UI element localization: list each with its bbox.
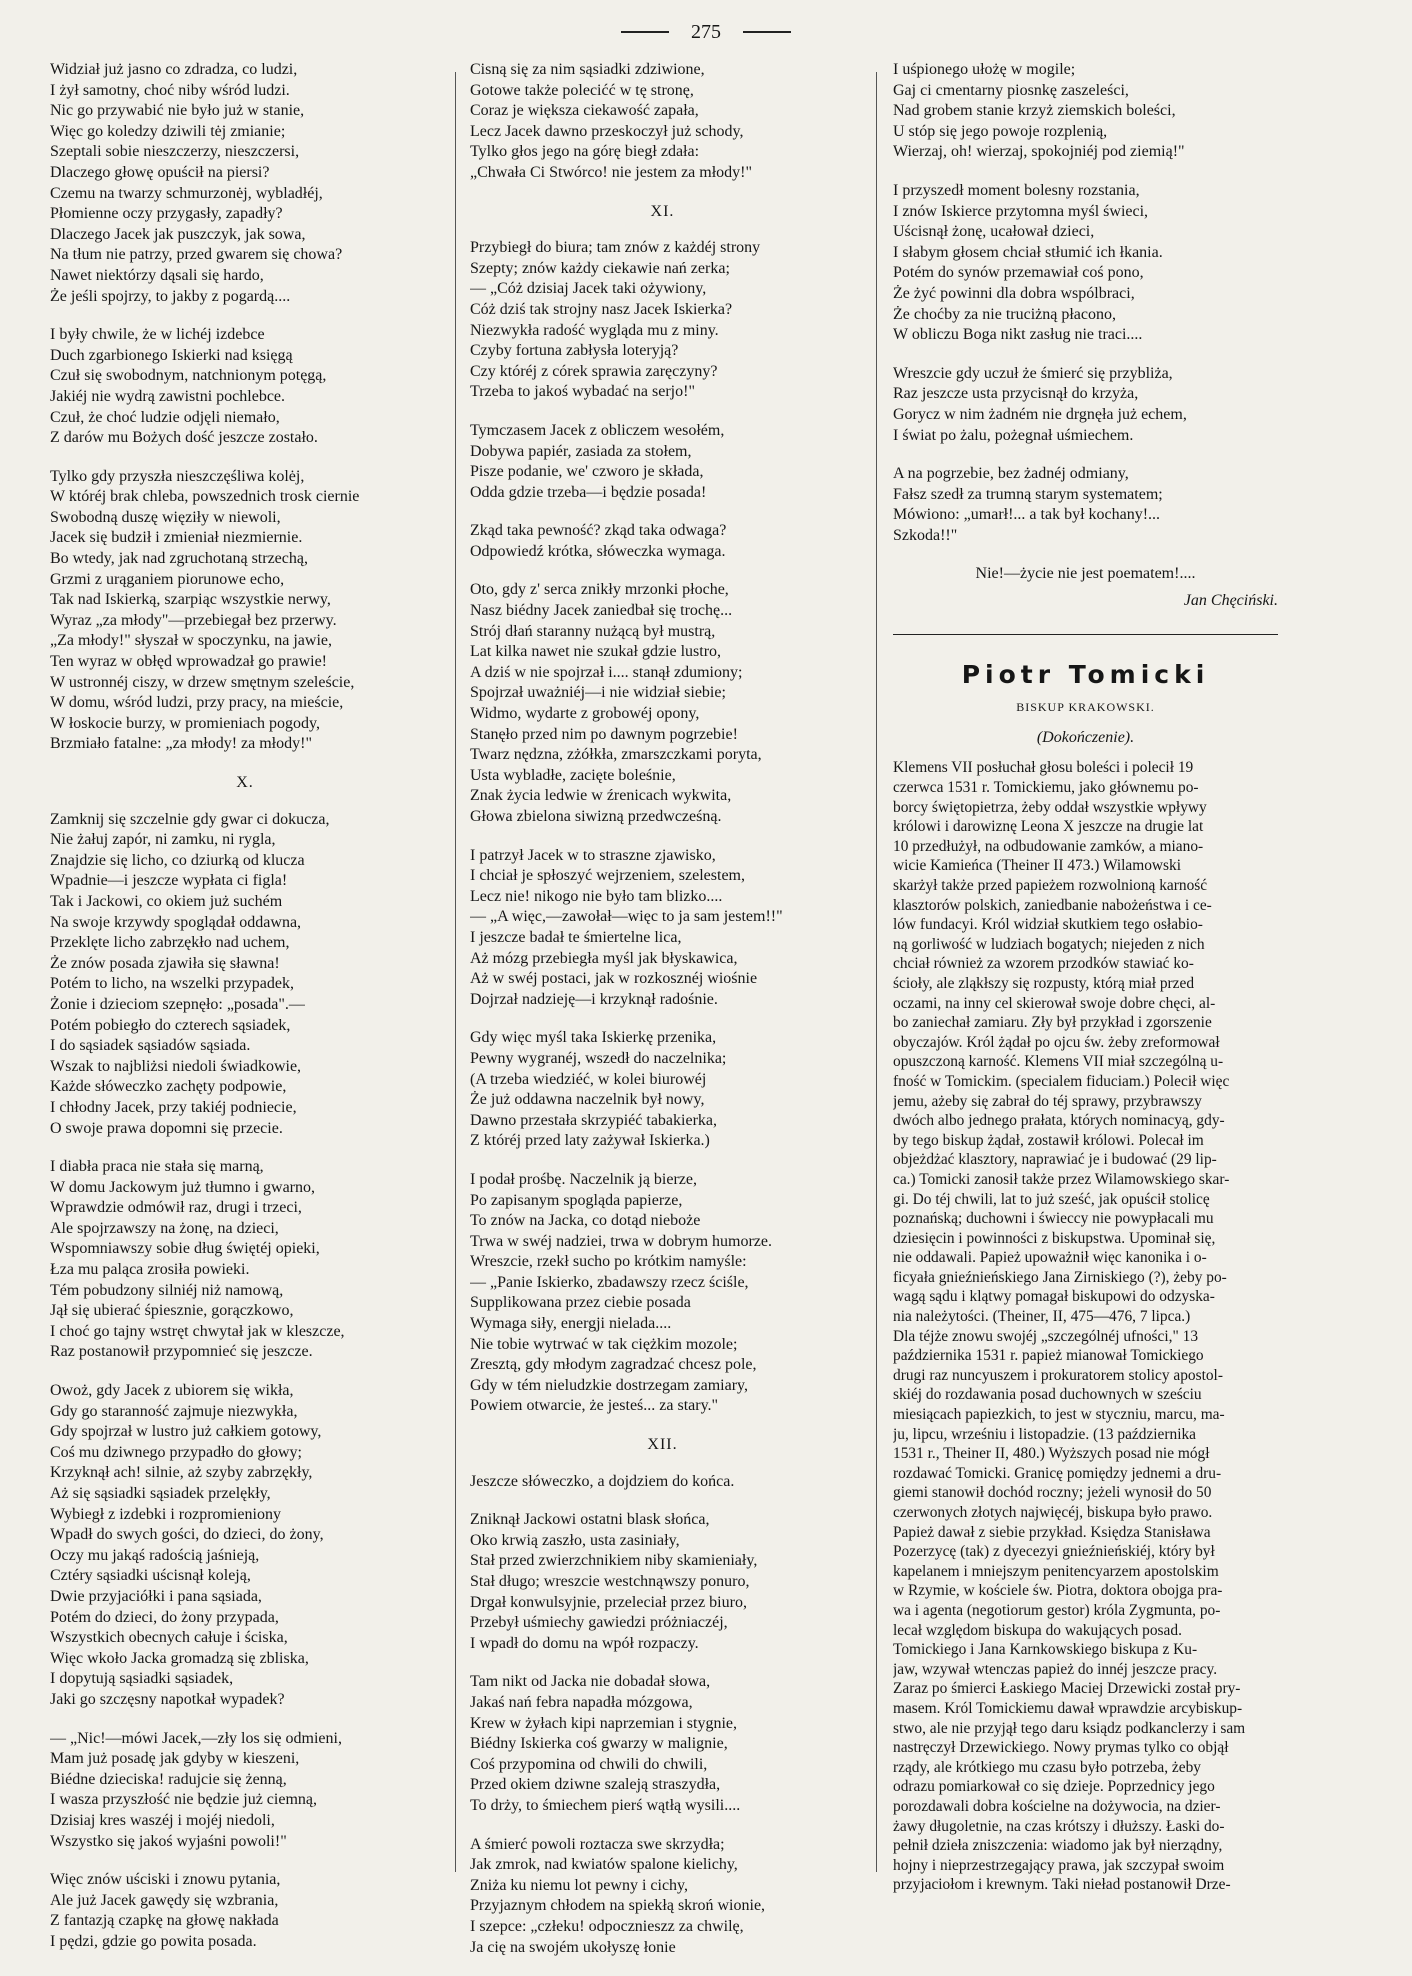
verse-line: Ale spojrzawszy na żonę, na dzieci, xyxy=(50,1219,279,1237)
article-subtitle: BISKUP KRAKOWSKI. xyxy=(1016,700,1155,715)
verse-line: Zkąd taka pewność? zkąd taka odwaga? xyxy=(470,522,727,540)
verse-line: Szepty; znów każdy ciekawie nań zerka; xyxy=(470,259,730,277)
verse-line: Strój dłań staranny nużącą był mustrą, xyxy=(470,622,716,640)
verse-line: I chciał je spłoszyć wejrzeniem, szelestem, xyxy=(470,867,745,885)
article-line: oczami, na inny cel skierował swoje dobre chęci, al- xyxy=(893,994,1216,1012)
article-line: miesiącach papiezkich, to jest w styczniu, marcu, ma- xyxy=(893,1406,1225,1424)
article-line: opuszczoną karność. Klemens VII miał szczególną u- xyxy=(893,1053,1224,1071)
verse-line: Jeszcze słóweczko, a dojdziem do końca. xyxy=(470,1472,735,1490)
article-line: skarżył także przed papieżem rozwolnioną karność xyxy=(893,877,1208,894)
verse-line: Nie tobie wytrwać w tak ciężkim mozole; xyxy=(470,1335,738,1353)
verse-line: O swoje prawa dopomni się przecie. xyxy=(50,1119,283,1137)
article-line: klasztorów polskich, zaniedbanie nabożeństwa i ce- xyxy=(893,896,1212,914)
stanza xyxy=(470,1170,855,1417)
verse-line: Wszystkich obecnych całuje i ściska, xyxy=(50,1629,288,1647)
verse-line: Drgał konwulsyjnie, przeleciał przez biuro, xyxy=(470,1593,747,1611)
verse-line: Bo wtedy, jak nad zgruchotaną strzechą, xyxy=(50,550,308,568)
verse-line: Czemu na twarzy schmurzonėj, wybladłéj, xyxy=(50,184,323,202)
stanza xyxy=(470,580,855,827)
verse-line: Zresztą, gdy młodym zagradzać chcesz pole, xyxy=(470,1356,757,1374)
article-line: drugi raz nuncyuszem i prokuratorem stolicy apostol- xyxy=(893,1366,1223,1384)
verse-line: „Chwała Ci Stwórco! nie jestem za młody!" xyxy=(470,163,753,181)
verse-line: Zniknął Jackowi ostatni blask słońca, xyxy=(470,1511,710,1529)
verse-line: Dlaczego Jacek jak puszczyk, jak sowa, xyxy=(50,225,306,243)
stanza xyxy=(470,846,855,1011)
verse-line: I uśpionego ułożę w mogile; xyxy=(893,61,1076,78)
section-number-x: X. xyxy=(236,774,254,791)
verse-line: Gorycz w nim żadném nie drgnęła już echem, xyxy=(893,405,1187,423)
verse-line: Jął się ubierać śpiesznie, gorączkowo, xyxy=(50,1302,294,1320)
verse-line: I podał prośbę. Naczelnik ją bierze, xyxy=(470,1170,698,1188)
verse-line: Łza mu paląca zrosiła powieki. xyxy=(50,1261,250,1279)
article-line: gi. Do téj chwili, lat to już sześć, jak opuścił stolicę xyxy=(893,1190,1210,1208)
header-dash-right xyxy=(743,31,791,33)
verse-line: Dawno przestała skrzypiéć tabakierka, xyxy=(470,1111,717,1129)
article-line: hojny i nieprzestrzegający prawa, jak szczypał swoim xyxy=(893,1856,1225,1874)
poem-part-x-cont xyxy=(470,60,855,184)
verse-line: Stał długo; wreszcie westchnąwszy ponuro, xyxy=(470,1573,750,1590)
verse-line: Jaki go szczęsny napotkał wypadek? xyxy=(50,1690,285,1708)
poem-closing-line: Nie!—życie nie jest poematem!.... xyxy=(975,565,1196,583)
article-line: ficyała gnieźnieńskiego Jana Zirniskiego (?), żeby po- xyxy=(893,1268,1227,1286)
article-line: stwo, ale nie przyjął tego daru ksiądz podkanclerzy i sam xyxy=(893,1719,1246,1737)
stanza xyxy=(470,421,855,503)
verse-line: Jacek się budził i zmieniał niezmiernie. xyxy=(50,529,303,547)
verse-line: I świat po żalu, pożegnał uśmiechem. xyxy=(893,426,1134,444)
stanza xyxy=(50,1870,440,1952)
verse-line: Wierzaj, oh! wierzaj, spokojniéj pod ziemią!" xyxy=(893,143,1185,161)
verse-line: Gdy go staranność zajmuje niezwykła, xyxy=(50,1402,298,1420)
verse-line: To drży, to śmiechem pierś wątłą wysili.... xyxy=(470,1796,741,1814)
column-right xyxy=(893,60,1278,1895)
verse-line: Ale już Jacek gawędy się wzbrania, xyxy=(50,1891,279,1909)
verse-line: I wpadł do domu na wpół rozpaczy. xyxy=(470,1634,699,1652)
verse-line: Pisze podanie, we' czworo je składa, xyxy=(470,463,704,481)
verse-line: Lecz nie! nikogo nie było tam blizko.... xyxy=(470,887,723,905)
article-line: czerwonych złotych najwięcéj, biskupa było prawo. xyxy=(893,1504,1213,1521)
article-line: nia należytości. (Theiner, II, 475—476, 7 lipca.) xyxy=(893,1308,1191,1326)
verse-line: Więc znów uściski i znowu pytania, xyxy=(50,1871,281,1889)
article-line: Papież dawał z siebie przykład. Księdza Stanisława xyxy=(893,1523,1211,1541)
article-line: w Rzymie, w kościele św. Piotra, doktora obojga pra- xyxy=(893,1582,1223,1600)
article-line: kapelanem i mniejszym penitencyarzem apostolskim xyxy=(893,1562,1219,1580)
stanza xyxy=(50,1381,440,1711)
verse-line: Aż w swéj postaci, jak w rozkosznéj wiośnie xyxy=(470,970,758,988)
article-line: ca.) Tomicki zanosił także przez Wilamowskiego skar- xyxy=(893,1170,1230,1188)
verse-line: Zniża ku niemu lot pewny i cichy, xyxy=(470,1876,689,1894)
verse-line: U stóp się jego powoje rozplenią, xyxy=(893,122,1108,140)
verse-line: Wyraz „za młody"—przebiegał bez przerwy. xyxy=(50,611,337,629)
article-line: wa i agenta (negotiorum gestor) króla Zygmunta, po- xyxy=(893,1601,1221,1619)
article-line: dwóch albo jednego prałata, których nominacyą, gdy- xyxy=(893,1112,1225,1130)
verse-line: Supplikowana przez ciebie posada xyxy=(470,1294,691,1312)
verse-line: Pewny wygranéj, wszedł do naczelnika; xyxy=(470,1049,727,1067)
verse-line: „Za młody!" słyszał w spoczynku, na jawie, xyxy=(50,632,333,650)
verse-line: Szkoda!!" xyxy=(893,526,958,544)
stanza xyxy=(470,1672,855,1816)
verse-line: I choć go tajny wstręt chwytał jak w kleszcze, xyxy=(50,1322,345,1340)
verse-line: Cisną się za nim sąsiadki zdziwione, xyxy=(470,61,705,78)
verse-line: Powiem otwarcie, że jesteś... za stary." xyxy=(470,1397,719,1415)
verse-line: Po zapisanym spogląda papierze, xyxy=(470,1191,683,1209)
verse-line: Nasz biédny Jacek zaniedbał się trochę... xyxy=(470,602,733,620)
article-line: dziesięcin i powinności z biskupstwa. Upominał się, xyxy=(893,1229,1216,1247)
verse-line: Dwie przyjaciółki i pana sąsiada, xyxy=(50,1587,262,1605)
verse-line: Stanęło przed nim po dawnym pogrzebie! xyxy=(470,725,738,743)
verse-line: Krew w żyłach kipi naprzemian i stygnie, xyxy=(470,1714,738,1732)
verse-line: Lat kilka nawet nie szukał gdzie lustro, xyxy=(470,643,722,661)
verse-line: Tymczasem Jacek z obliczem wesołém, xyxy=(470,421,725,439)
stanza xyxy=(50,810,440,1140)
verse-line: Biédne dzieciska! radujcie się żenną, xyxy=(50,1770,287,1788)
article-line: królowi i darowiznę Leona X jeszcze na drugie lat xyxy=(893,818,1204,836)
verse-line: I wasza przyszłość nie będzie już ciemną, xyxy=(50,1791,317,1809)
verse-line: I patrzył Jacek w to straszne zjawisko, xyxy=(470,846,716,864)
verse-line: Gdy więc myśl taka Iskierkę przenika, xyxy=(470,1029,717,1047)
verse-line: Dobywa papiér, zasiada za stołem, xyxy=(470,442,692,460)
verse-line: Gdy w tém nieludzkie dostrzegam zamiary, xyxy=(470,1376,748,1394)
verse-line: I były chwile, że w lichéj izdebce xyxy=(50,326,265,344)
section-rule xyxy=(893,634,1278,635)
poem-part-xi xyxy=(470,238,855,1417)
verse-line: Krzyknął ach! silnie, aż szyby zabrzękły, xyxy=(50,1464,313,1482)
verse-line: Twarz nędzna, zżółkła, zmarszczkami poryta, xyxy=(470,746,762,764)
article-line: rozdawać Tomicki. Granicę pomiędzy jednemi a dru- xyxy=(893,1464,1222,1482)
verse-line: I pędzi, gdzie go powita posada. xyxy=(50,1932,257,1950)
stanza xyxy=(893,464,1278,546)
verse-line: W któréj brak chleba, powszednich trosk ciernie xyxy=(50,488,360,506)
verse-line: Nic go przywabić nie było już w stanie, xyxy=(50,102,305,120)
article-line: ścioły, ale zląkłszy się rozpusty, którą miał przed xyxy=(893,974,1195,992)
verse-line: Na tłum nie patrzy, przed gwarem się chowa? xyxy=(50,246,343,264)
verse-line: Nie żałuj zapór, ni zamku, ni rygla, xyxy=(50,831,276,849)
page-number: 275 xyxy=(691,20,721,43)
stanza xyxy=(470,238,855,403)
verse-line: Wprawdzie odmówił raz, drugi i trzeci, xyxy=(50,1199,302,1217)
verse-line: Na swoje krzywdy spoglądał oddawna, xyxy=(50,913,302,931)
verse-line: Swobodną duszę więziły w niewoli, xyxy=(50,508,281,526)
verse-line: Czyby fortuna zabłysła loteryją? xyxy=(470,342,679,360)
verse-line: Coraz je większa ciekawość zapała, xyxy=(470,102,699,120)
verse-line: Każde słóweczko zachęty podpowie, xyxy=(50,1078,287,1096)
verse-line: Czuł się swobodnym, natchnionym potęgą, xyxy=(50,367,327,385)
article-line: Dla téjże znowu swojéj „szczególnéj ufności," 13 xyxy=(893,1327,1199,1345)
verse-line: Tam nikt od Jacka nie dobadał słowa, xyxy=(470,1673,711,1691)
verse-line: Fałsz szedł za trumną starym systematem; xyxy=(893,485,1163,503)
verse-line: Wszystko się jakoś wyjaśni powoli!" xyxy=(50,1832,287,1850)
verse-line: Raz postanowił przypomnieć się jeszcze. xyxy=(50,1343,313,1361)
article-line: przyjaciołom i krewnym. Taki nieład postanowił Drze- xyxy=(893,1876,1231,1894)
verse-line: I chłodny Jacek, przy takiéj podniecie, xyxy=(50,1098,297,1116)
stanza xyxy=(50,60,440,307)
article-line: obyczajów. Król żądał po ojcu św. żeby zreformował xyxy=(893,1033,1220,1051)
verse-line: Dlaczego głowę opuścił na piersi? xyxy=(50,163,270,181)
verse-line: Oczy mu jakąś radością jaśnieją, xyxy=(50,1546,260,1564)
article-line: borcy świętopietrza, żeby oddał wszystkie wpływy xyxy=(893,798,1207,816)
verse-line: Czy któréj z córek sprawia zaręczyny? xyxy=(470,362,718,380)
verse-line: Że jeśli spojrzy, to jakby z pogardą.... xyxy=(50,287,291,305)
verse-line: Żonie i dzieciom szepnęło: „posada".— xyxy=(50,995,305,1013)
article-line: Klemens VII posłuchał głosu boleści i polecił 19 xyxy=(893,759,1194,777)
article-line: 1531 r., Theiner II, 480.) Wyższych posad nie mógł xyxy=(893,1445,1210,1463)
article-line: ną gorliwość w ludziach bogatych; niejeden z nich xyxy=(893,935,1205,953)
verse-line: Niezwykła radość wygląda mu z miny. xyxy=(470,321,719,339)
article-line: by tego biskup żądał, zostawił królowi. Polecał im xyxy=(893,1131,1204,1149)
stanza xyxy=(470,1028,855,1152)
article-title: Piotr Tomicki xyxy=(961,659,1210,689)
verse-line: Aż się sąsiadki sąsiadek przelękły, xyxy=(50,1485,271,1502)
verse-line: Z fantazją czapkę na głowę nakłada xyxy=(50,1912,279,1930)
verse-line: — „A więc,—zawołał—więc to ja sam jestem!!" xyxy=(470,908,783,926)
verse-line: Wpadł do swych gości, do dzieci, do żony, xyxy=(50,1526,324,1544)
article-continuation-note: (Dokończenie). xyxy=(1036,728,1135,746)
stanza xyxy=(50,1729,440,1853)
verse-line: Duch zgarbionego Iskierki nad księgą xyxy=(50,346,293,364)
verse-line: Wspomniawszy sobie dług świętéj opieki, xyxy=(50,1240,320,1258)
stanza xyxy=(470,521,855,562)
stanza xyxy=(893,364,1278,446)
verse-line: I żył samotny, choć niby wśród ludzi. xyxy=(50,81,290,99)
article-line: wicie Kamieńca (Theiner II 473.) Wilamowski xyxy=(893,857,1181,875)
verse-line: To znów na Jacka, co dotąd nieboże xyxy=(470,1212,701,1230)
verse-line: Jakiéj nie wydrą zawistni pochlebce. xyxy=(50,387,286,405)
verse-line: Cóż dziś tak strojny nasz Jacek Iskierka? xyxy=(470,300,733,318)
verse-line: I jeszcze badał te śmiertelne lica, xyxy=(470,928,682,946)
verse-line: Oko krwią zaszło, usta zasiniały, xyxy=(470,1531,680,1549)
article-line: wagą sądu i klątwy pomagał biskupowi do odzyska- xyxy=(893,1288,1215,1306)
verse-line: I znów Iskierce przytomna myśl świeci, xyxy=(893,202,1149,220)
article-line: października 1531 r. papież mianował Tomickiego xyxy=(893,1347,1204,1365)
verse-line: W łoskocie burzy, w promieniach pogody, xyxy=(50,714,321,732)
verse-line: Gaj ci cmentarny piosnkę zaszeleści, xyxy=(893,81,1129,99)
verse-line: Mówiono: „umarł!... a tak był kochany!... xyxy=(893,506,1161,524)
verse-line: Dzisiaj kres waszéj i mojéj niedoli, xyxy=(50,1811,275,1829)
verse-line: W obliczu Boga nikt zasług nie traci.... xyxy=(893,326,1143,344)
column-divider-1 xyxy=(455,72,456,1872)
verse-line: Widział już jasno co zdradza, co ludzi, xyxy=(50,61,298,78)
verse-line: Ja cię na swojém ukołyszę łonie xyxy=(470,1938,676,1956)
header-dash-left xyxy=(621,31,669,33)
verse-line: Brzmiało fatalne: „za młody! za młody!" xyxy=(50,735,312,753)
article-line: giemi stanowił dochód roczny; jeżeli wynosił do 50 xyxy=(893,1484,1212,1502)
verse-line: Wybiegł z izdebki i rozpromieniony xyxy=(50,1505,281,1523)
verse-line: Lecz Jacek dawno przeskoczył już schody, xyxy=(470,122,744,140)
verse-line: I szepce: „człeku! odpocznieszz za chwilę, xyxy=(470,1917,744,1935)
verse-line: Jak zmrok, nad kwiatów spalone kielichy, xyxy=(470,1856,738,1874)
verse-line: Coś przypomina od chwili do chwili, xyxy=(470,1755,708,1773)
verse-line: I diabła praca nie stała się marną, xyxy=(50,1158,264,1176)
article-line: ju, lipcu, wrześniu i listopadzie. (13 października xyxy=(893,1425,1197,1443)
stanza xyxy=(50,1157,440,1363)
verse-line: Tylko gdy przyszła nieszczęśliwa kolėj, xyxy=(50,467,305,485)
article-line: odrazu pomiarkował co się dzieje. Poprzednicy jego xyxy=(893,1778,1215,1796)
article-line: lecał względom biskupa do wakujących posad. xyxy=(893,1621,1182,1639)
verse-line: Że już oddawna naczelnik był nowy, xyxy=(470,1091,705,1109)
verse-line: Wszak to najbliżsi niedoli świadkowie, xyxy=(50,1057,302,1075)
article-line: skiéj do rozdawania posad duchownych w sześciu xyxy=(893,1386,1202,1404)
verse-line: Gotowe także polecićć w tę stronę, xyxy=(470,81,694,99)
stanza xyxy=(50,325,440,449)
article-line: nastręczył Drzewickiego. Nowy prymas tylko co objął xyxy=(893,1739,1229,1757)
verse-line: Przybiegł do biura; tam znów z każdéj strony xyxy=(470,239,761,257)
article-line: Tomickiego i Jana Karnkowskiego biskupa z Ku- xyxy=(893,1641,1198,1659)
verse-line: Wymaga siły, energji nielada.... xyxy=(470,1315,672,1333)
article-line: objeżdżać klasztory, naprawiać je i budować (29 lip- xyxy=(893,1151,1217,1169)
verse-line: Spojrzał uważniéj—i nie widział siebie; xyxy=(470,684,726,702)
page-header xyxy=(0,14,1412,50)
verse-line: Stał przed zwierzchnikiem niby skamieniały, xyxy=(470,1552,758,1570)
verse-line: Że żyć powinni dla dobra wspólbraci, xyxy=(893,284,1135,302)
poem-part-x xyxy=(50,810,440,1953)
verse-line: Uścisnął żonę, ucałował dzieci, xyxy=(893,223,1095,241)
verse-line: Odpowiedź krótka, słóweczka wymaga. xyxy=(470,542,726,560)
column-left xyxy=(50,60,440,1970)
poem-part-ix xyxy=(50,60,440,755)
verse-line: Coś mu dziwnego przypadło do głowy; xyxy=(50,1443,302,1461)
verse-line: Ten wyraz w obłęd wprowadzał go prawie! xyxy=(50,653,327,671)
verse-line: Wpadnie—i jeszcze wypłata ci figla! xyxy=(50,872,288,890)
article-line: Zaraz po śmierci Łaskiego Maciej Drzewicki został pry- xyxy=(893,1680,1241,1698)
verse-line: Przebył uśmiechy gawiedzi próżniaczéj, xyxy=(470,1614,728,1632)
verse-line: Cztéry sąsiadki uścisnął koleją, xyxy=(50,1567,251,1585)
verse-line: Że znów posada zjawiła się sławna! xyxy=(50,954,280,972)
verse-line: Głowa zbielona siwizną przedwcześną. xyxy=(470,808,722,825)
stanza xyxy=(470,1510,855,1654)
verse-line: Znajdzie się licho, co dziurką od klucza xyxy=(50,851,305,869)
verse-line: Potém do dzieci, do żony przypada, xyxy=(50,1608,279,1626)
verse-line: Tém pobudzony silniéj niż namową, xyxy=(50,1281,284,1299)
verse-line: A na pogrzebie, bez żadnéj odmiany, xyxy=(893,465,1129,483)
verse-line: Trzeba to jakoś wybadać na serjo!" xyxy=(470,383,695,401)
verse-line: Aż mózg przebiegła myśl jak błyskawica, xyxy=(470,949,738,967)
article-line: 10 przedłużył, na odbudowanie zamków, a miano- xyxy=(893,837,1204,855)
verse-line: Nawet niektórzy dąsali się hardo, xyxy=(50,266,264,284)
verse-line: Grzmi z urąganiem piorunowe echo, xyxy=(50,570,285,588)
article-line: chciał również za wzorem przodków stawiać ko- xyxy=(893,955,1194,973)
article-line: rządy, ale krótkiego mu czasu było potrzeba, żeby xyxy=(893,1758,1201,1776)
article-line: fność w Tomickim. (specialem fiduciam.) Polecił więc xyxy=(893,1072,1230,1090)
article-line: czerwca 1531 r. Tomickiemu, jako głównemu po- xyxy=(893,779,1199,797)
verse-line: A dziś w nie spojrzał i.... stanął zdumiony; xyxy=(470,663,743,681)
article-line: jemu, ażeby się zabrał do téj sprawy, przybrawszy xyxy=(893,1092,1202,1110)
verse-line: Dojrzał nadzieję—i krzyknął radośnie. xyxy=(470,990,718,1008)
verse-line: Potém pobiegło do czterech sąsiadek, xyxy=(50,1016,291,1034)
poem-part-xii xyxy=(470,1472,855,1958)
verse-line: I dopytują sąsiadki sąsiadek, xyxy=(50,1670,234,1688)
verse-line: Trwa w swéj nadziei, trwa w dobrym humorze. xyxy=(470,1232,773,1250)
verse-line: Więc wkoło Jacka gromadzą się zbliska, xyxy=(50,1649,309,1667)
article-line: Pozerzycę (tak) z dyecezyi gnieźnieńskiéj, który był xyxy=(893,1543,1215,1561)
verse-line: Usta wybladłe, zacięte boleśnie, xyxy=(470,766,676,784)
verse-line: Znak życia ledwie w źrenicach wykwita, xyxy=(470,787,732,805)
verse-line: Jakaś nań febra napadła mózgowa, xyxy=(470,1693,693,1711)
article-line: pełnił dzieła zniszczenia: wiadomo jak był nierządny, xyxy=(893,1837,1223,1855)
verse-line: — „Nic!—mówi Jacek,—zły los się odmieni, xyxy=(50,1729,342,1747)
article-line: masem. Król Tomickiemu dawał wprawdzie arcybiskup- xyxy=(893,1699,1243,1717)
verse-line: W domu, wśród ludzi, przy pracy, na mieście, xyxy=(50,694,344,712)
verse-line: Biédny Iskierka coś gwarzy w malignie, xyxy=(470,1735,728,1753)
verse-line: A śmierć powoli roztacza swe skrzydła; xyxy=(470,1835,725,1853)
verse-line: Odda gdzie trzeba—i będzie posada! xyxy=(470,483,707,501)
article-line: żawy długoletnie, na czas krótszy i dłuższy. Łaski do- xyxy=(893,1817,1225,1835)
verse-line: Szeptali sobie nieszczerzy, nieszczersi, xyxy=(50,143,300,161)
section-number-xii: XII. xyxy=(647,1436,678,1454)
stanza xyxy=(50,467,440,755)
article-line: nie oddawali. Papież upoważnił więc kanonika i o- xyxy=(893,1249,1207,1267)
verse-line: Owoż, gdy Jacek z ubiorem się wikła, xyxy=(50,1382,294,1400)
stanza xyxy=(893,60,1278,163)
article-line: bo zaniechał zamiaru. Zły był przykład i zgorszenie xyxy=(893,1014,1212,1032)
verse-line: Oto, gdy z' serca znikły mrzonki płoche, xyxy=(470,581,729,599)
verse-line: (A trzeba wiedziéć, w kolei biurowéj xyxy=(470,1070,707,1088)
verse-line: Wreszcie gdy uczuł że śmierć się przybliża, xyxy=(893,364,1173,382)
verse-line: Czuł, że choć ludzie odjęli niemało, xyxy=(50,408,280,426)
verse-line: Mam już posadę jak gdyby w kieszeni, xyxy=(50,1750,300,1768)
verse-line: Gdy spojrzał w lustro już całkiem gotowy, xyxy=(50,1423,322,1441)
verse-line: Z darów mu Bożych dość jeszcze zostało. xyxy=(50,429,318,447)
stanza xyxy=(893,181,1278,346)
stanza xyxy=(470,60,855,184)
verse-line: Raz jeszcze usta przycisnął do krzyża, xyxy=(893,385,1139,403)
article-body xyxy=(893,758,1278,1894)
verse-line: — „Cóż dzisiaj Jacek taki ożywiony, xyxy=(470,280,707,298)
stanza xyxy=(470,1835,855,1959)
verse-line: Wreszcie, rzekł sucho po krótkim namyśle: xyxy=(470,1253,747,1271)
verse-line: Potém to licho, na wszelki przypadek, xyxy=(50,975,294,993)
verse-line: I słabym głosem chciał stłumić ich łkania. xyxy=(893,243,1163,261)
section-number-xi: XI. xyxy=(650,202,675,220)
verse-line: Zamknij się szczelnie gdy gwar ci dokucza, xyxy=(50,810,330,828)
article-line: jaw, wzywał wtenczas papież do innéj jeszcze pracy. xyxy=(893,1660,1218,1678)
article-line: lów fundacyi. Król widział skutkiem tego osłabio- xyxy=(893,916,1203,934)
verse-line: W ustronnéj ciszy, w drzew smętnym szeleście, xyxy=(50,673,355,691)
verse-line: I przyszedł moment bolesny rozstania, xyxy=(893,181,1140,199)
verse-line: Płomienne oczy przygasły, zapadły? xyxy=(50,205,283,223)
verse-line: Więc go koledzy dziwili tėj zmianie; xyxy=(50,122,286,140)
poem-author: Jan Chęciński. xyxy=(1183,592,1278,610)
verse-line: Przed okiem dziwne szaleją straszydła, xyxy=(470,1776,721,1794)
verse-line: Tak nad Iskierką, szarpiąc wszystkie nerwy, xyxy=(50,591,331,609)
verse-line: Przyjaznym chłodem na spiekłą skroń wionie, xyxy=(470,1897,766,1915)
poem-part-xii-cont xyxy=(893,60,1278,546)
column-middle xyxy=(470,60,855,1976)
verse-line: Potém do synów przemawiał coś pono, xyxy=(893,264,1144,282)
column-divider-2 xyxy=(876,72,877,1872)
verse-line: Przeklęte licho zabrzękło nad uchem, xyxy=(50,934,290,952)
article-line: poznańską; duchowni i świeccy nie powypłacali mu xyxy=(893,1210,1214,1228)
verse-line: Że choćby za nie truciżną płacono, xyxy=(893,305,1116,323)
verse-line: Tak i Jackowi, co okiem już suchém xyxy=(50,892,283,910)
verse-line: Widmo, wydarte z grobowéj opony, xyxy=(470,705,700,723)
verse-line: W domu Jackowym już tłumno i gwarno, xyxy=(50,1178,315,1196)
verse-line: Nad grobem stanie krzyż ziemskich boleści, xyxy=(893,102,1176,120)
verse-line: — „Panie Iskierko, zbadawszy rzecz ściśle, xyxy=(470,1273,749,1291)
verse-line: I do sąsiadek sąsiadów sąsiada. xyxy=(50,1037,251,1055)
stanza xyxy=(470,1472,855,1493)
verse-line: Tylko głos jego na górę biegł zdała: xyxy=(470,143,700,161)
verse-line: Z któréj przed laty zażywał Iskierka.) xyxy=(470,1132,710,1150)
article-line: porozdawali dobra kościelne na dożywocia, na dzier- xyxy=(893,1797,1221,1815)
